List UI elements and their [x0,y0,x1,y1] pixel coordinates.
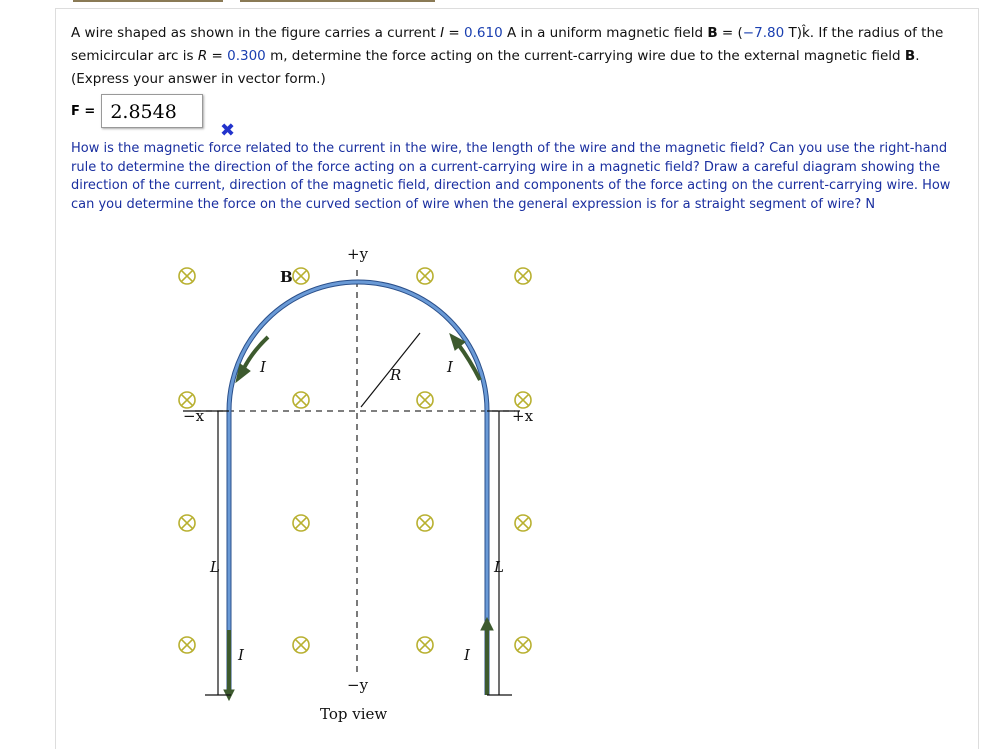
field-into-page-icon [179,392,195,408]
field-into-page-icon [179,515,195,531]
plus-y-label: +y [347,245,369,263]
current-arrows [224,334,493,700]
axes [195,270,515,675]
field-into-page-icon [293,268,309,284]
radius-label: R [390,366,402,384]
current-label: I [238,646,244,664]
field-into-page-icon [417,268,433,284]
field-into-page-icon [293,392,309,408]
answer-label: F = [71,103,96,119]
plus-x-label: +x [512,407,534,425]
figure-caption: Top view [320,705,388,723]
question-text: A wire shaped as shown in the figure carries a current I = 0.610 A in a uniform magnetic field B = (−7.80 T)k̂. If the radius of the semicircular arc is R = 0.300 m, determine the force acting on the current-carrying wire due to the external magnetic field B. (Express your answer in vector form.) [71,25,944,87]
field-into-page-icon [515,392,531,408]
length-label: L [494,558,504,576]
field-into-page-icon [515,268,531,284]
field-into-page-icon [179,637,195,653]
field-into-page-icon [293,637,309,653]
length-label: L [210,558,220,576]
b-field-label: B [280,268,293,286]
current-label: I [260,358,266,376]
minus-x-label: −x [183,407,205,425]
field-into-page-icon [293,515,309,531]
field-into-page-icon [417,392,433,408]
minus-y-label: −y [347,676,369,694]
field-into-page-icon [417,515,433,531]
field-into-page-icon [515,637,531,653]
field-into-page-icons [179,268,531,653]
field-into-page-icon [417,637,433,653]
wire [229,282,487,695]
answer-input[interactable]: 2.8548 [101,94,203,128]
current-label: I [464,646,470,664]
current-label: I [447,358,453,376]
feedback-text: How is the magnetic force related to the current in the wire, the length of the wire and the magnetic field? Can you use the right-hand rule to determine the direction of the force acting on a current-carrying wire in a magnetic field? Draw a careful diagram showing the direction of the current, direction of the magnetic field, direction and components of the force acting on the current-carrying wire. How can you determine the force on the curved section of wire when the general expression is for a straight segment of wire? N [71,141,951,213]
incorrect-icon: ✖ [220,120,236,141]
field-into-page-icon [179,268,195,284]
field-into-page-icon [515,515,531,531]
